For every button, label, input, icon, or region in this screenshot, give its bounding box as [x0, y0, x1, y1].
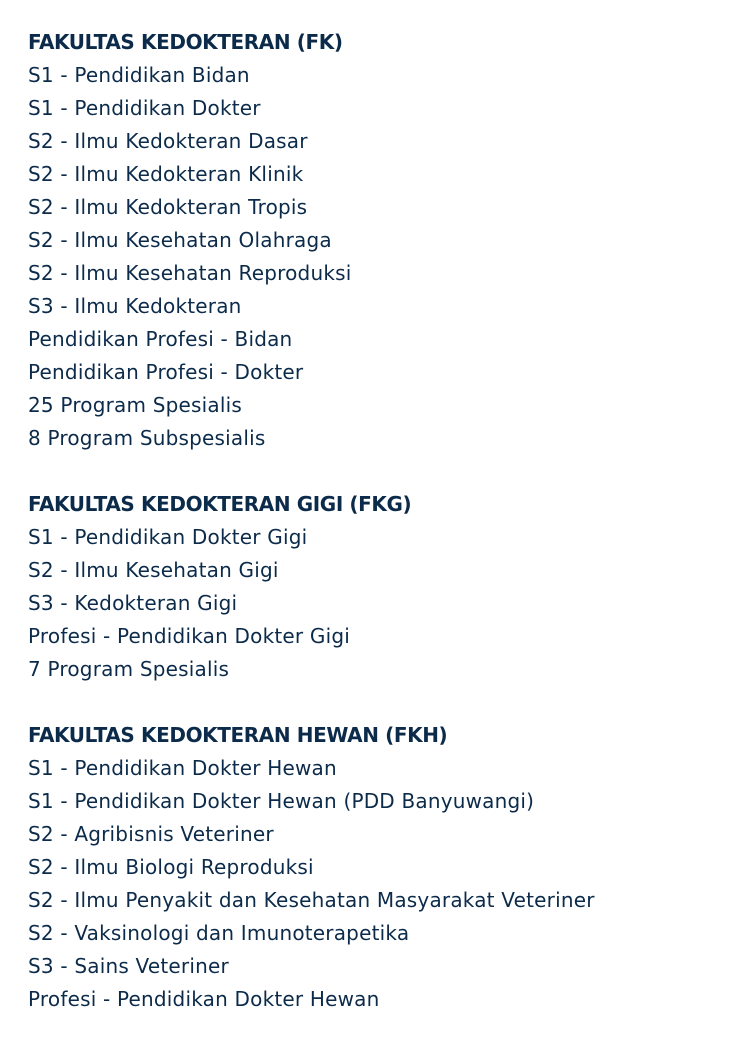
program-item: S2 - Ilmu Kedokteran Dasar [28, 129, 308, 153]
program-item: S2 - Ilmu Penyakit dan Kesehatan Masyarakat Veteriner [28, 888, 595, 912]
program-item: Pendidikan Profesi - Bidan [28, 327, 293, 351]
program-item: 25 Program Spesialis [28, 393, 243, 417]
program-item: Profesi - Pendidikan Dokter Gigi [28, 624, 350, 648]
program-item: S3 - Kedokteran Gigi [28, 591, 238, 615]
program-item: S2 - Ilmu Biologi Reproduksi [28, 855, 314, 879]
program-item: S1 - Pendidikan Dokter Hewan [28, 756, 337, 780]
program-item: Pendidikan Profesi - Dokter [28, 360, 304, 384]
program-item: S2 - Ilmu Kesehatan Gigi [28, 558, 279, 582]
program-item: S2 - Vaksinologi dan Imunoterapetika [28, 921, 410, 945]
program-item: S2 - Ilmu Kesehatan Reproduksi [28, 261, 352, 285]
program-list [28, 59, 728, 455]
program-item: S1 - Pendidikan Bidan [28, 63, 250, 87]
program-item: S1 - Pendidikan Dokter [28, 96, 261, 120]
program-item: S1 - Pendidikan Dokter Hewan (PDD Banyuwangi) [28, 789, 535, 813]
faculty-section-fkh [28, 719, 728, 1016]
program-listing [28, 26, 728, 1049]
program-item: 8 Program Subspesialis [28, 426, 266, 450]
program-list [28, 521, 728, 686]
program-item: Profesi - Pendidikan Dokter Hewan [28, 987, 380, 1011]
program-item: S3 - Ilmu Kedokteran [28, 294, 242, 318]
faculty-title: FAKULTAS KEDOKTERAN GIGI (FKG) [28, 492, 412, 516]
program-item: S2 - Ilmu Kedokteran Tropis [28, 195, 308, 219]
program-item: S3 - Sains Veteriner [28, 954, 229, 978]
program-item: S1 - Pendidikan Dokter Gigi [28, 525, 308, 549]
faculty-section-fkg [28, 488, 728, 686]
program-item: 7 Program Spesialis [28, 657, 230, 681]
program-item: S2 - Ilmu Kedokteran Klinik [28, 162, 304, 186]
program-item: S2 - Agribisnis Veteriner [28, 822, 274, 846]
program-item: S2 - Ilmu Kesehatan Olahraga [28, 228, 332, 252]
program-list [28, 752, 728, 1016]
faculty-section-fk [28, 26, 728, 455]
faculty-title: FAKULTAS KEDOKTERAN (FK) [28, 30, 343, 54]
faculty-title: FAKULTAS KEDOKTERAN HEWAN (FKH) [28, 723, 448, 747]
